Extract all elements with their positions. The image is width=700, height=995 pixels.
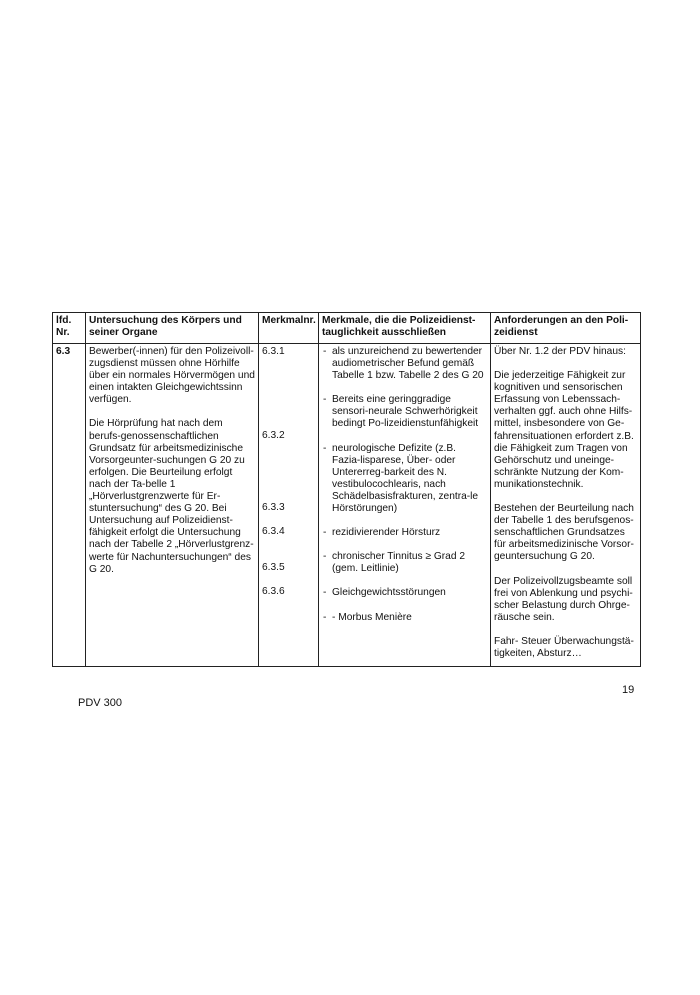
- merkmal-nr-1: 6.3.1: [262, 346, 285, 357]
- untersuchung-para-1: Bewerber(-innen) für den Polizeivoll-zugsdienst müssen ohne Hörhilfe über ein normales Hörvermögen und einen intakten Gleichgewichtssinn verfügen.: [89, 346, 255, 406]
- merkmal-text-2: - neurologische Defizite (z.B. Fazia-lisparese, Über- oder Untererreg-barkeit des N. vestibulocochlearis, nach Schädelbasisfrakturen, zentra-le Hörstörungen): [322, 443, 487, 516]
- anforderung-para-2: Die jederzeitige Fähigkeit zur kognitiven und sensorischen Erfassung von Lebenssach-verhalten ggf. auch ohne Hilfs-mittel, insbesondere von Ge-fahrensituationen erfordert z.B. die Fähigkeit zum Tragen von Gehörschutz und uneinge-schränkte Nutzung der Kom-munikationstechnik.: [494, 370, 634, 490]
- anforderungen-cell: [491, 344, 641, 667]
- footer-page-number: 19: [622, 684, 635, 696]
- anforderung-para-5: Fahr- Steuer Überwachungstä-tigkeiten, Absturz…: [494, 635, 634, 659]
- header-anforderungen: Anforderungen an den Poli-zeidienst: [491, 313, 641, 344]
- merkmal-note-1: - Bereits eine geringgradige sensori-neurale Schwerhörigkeit bedingt Po-lizeidienstunfähigkeit: [322, 394, 487, 430]
- table-row: [53, 344, 641, 667]
- merkmal-text-4: - chronischer Tinnitus ≥ Grad 2 (gem. Leitlinie): [322, 551, 487, 575]
- anforderung-para-3: Bestehen der Beurteilung nach der Tabelle 1 des berufsgenos-senschaftlichen Grundsatzes für arbeitsmedizinische Vorsor-geuntersuchung G 20.: [494, 503, 634, 563]
- merkmal-nr-3: 6.3.3: [262, 502, 285, 513]
- untersuchung-cell: [86, 344, 259, 667]
- merkmal-text-5: - Gleichgewichtsstörungen: [322, 587, 487, 599]
- merkmal-nr-4: 6.3.4: [262, 526, 285, 537]
- row-nr: 6.3: [53, 344, 86, 667]
- header-merkmale: Merkmale, die die Polizeidienst-tauglichkeit ausschließen: [319, 313, 491, 344]
- merkmal-text-6: - - Morbus Menière: [322, 612, 487, 624]
- merkmal-text-3: - rezidivierender Hörsturz: [322, 527, 487, 539]
- table-header-row: [53, 313, 641, 344]
- anforderung-para-4: Der Polizeivollzugsbeamte soll frei von Ablenkung und psychi-scher Belastung durch Ohrge-räusche sein.: [494, 575, 633, 623]
- anforderung-para-1: Über Nr. 1.2 der PDV hinaus:: [494, 346, 626, 357]
- merkmalnr-cell: [259, 344, 319, 667]
- header-untersuchung: Untersuchung des Körpers und seiner Organe: [86, 313, 259, 344]
- merkmal-nr-2: 6.3.2: [262, 430, 285, 441]
- merkmal-text-1: - als unzureichend zu bewertender audiometrischer Befund gemäß Tabelle 1 bzw. Tabelle 2 des G 20: [322, 346, 487, 382]
- merkmal-nr-6: 6.3.6: [262, 586, 285, 597]
- header-lfd-nr: lfd. Nr.: [53, 313, 86, 344]
- merkmale-cell: [319, 344, 491, 667]
- header-merkmalnr: Merkmalnr.: [259, 313, 319, 344]
- untersuchung-para-2: Die Hörprüfung hat nach dem berufs-genossenschaftlichen Grundsatz für arbeitsmedizinische Vorsorgeunter-suchungen G 20 zu erfolgen. Die Beurteilung erfolgt nach der Ta-belle 1 „Hörverlustgrenzwerte für Er-stuntersuchung“ des G 20. Bei Untersuchung auf Polizeidienst-fähigkeit erfolgt die Untersuchung nach der Tabelle 2 „Hörverlustgrenz-werte für Nachuntersuchungen“ des G 20.: [89, 418, 254, 575]
- footer-document-id: PDV 300: [78, 697, 123, 709]
- merkmal-nr-5: 6.3.5: [262, 562, 285, 573]
- requirements-table: [52, 312, 641, 667]
